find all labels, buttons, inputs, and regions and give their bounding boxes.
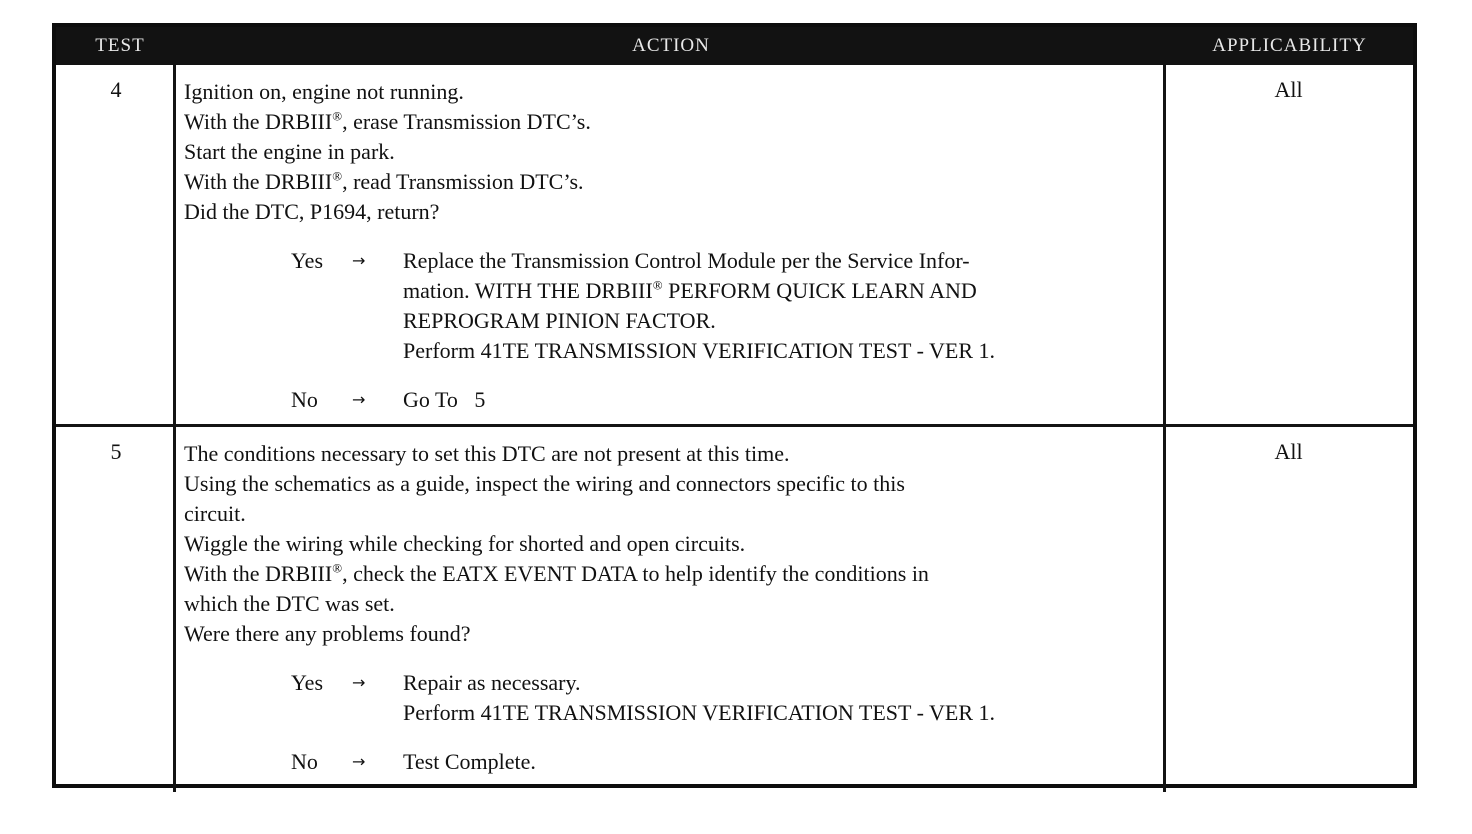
yes-line: Perform 41TE TRANSMISSION VERIFICATION TEST - VER 1. — [403, 700, 995, 725]
header-test: TEST — [95, 35, 145, 56]
column-divider — [173, 65, 176, 792]
right-arrow-icon: → — [352, 673, 366, 692]
registered-mark: ® — [652, 277, 663, 293]
registered-mark: ® — [332, 560, 343, 576]
yes-line: Repair as necessary. — [403, 670, 581, 695]
right-arrow-icon: → — [352, 251, 366, 270]
test-number: 5 — [110, 439, 122, 464]
action-step: circuit. — [184, 501, 246, 526]
registered-mark: ® — [332, 168, 343, 184]
action-step: With the DRBIII®, check the EATX EVENT DATA to help identify the conditions in — [184, 560, 929, 586]
no-instruction: Go To 5 — [403, 387, 486, 412]
action-step: Did the DTC, P1694, return? — [184, 199, 440, 224]
no-label: No — [291, 749, 318, 774]
right-arrow-icon: → — [352, 390, 366, 409]
header-applicability: APPLICABILITY — [1212, 35, 1367, 56]
header-action: ACTION — [632, 35, 710, 56]
action-cell — [184, 439, 1159, 777]
applicability-value: All — [1274, 77, 1303, 102]
column-divider — [1163, 65, 1166, 792]
yes-instructions — [403, 668, 1158, 728]
right-arrow-icon: → — [352, 752, 366, 771]
action-step: Were there any problems found? — [184, 621, 471, 646]
yes-line: Replace the Transmission Control Module per the Service Infor- — [403, 248, 970, 273]
no-response — [184, 747, 1159, 777]
yes-response — [184, 668, 1159, 728]
action-step: Using the schematics as a guide, inspect the wiring and connectors specific to this — [184, 471, 905, 496]
action-step: Wiggle the wiring while checking for shorted and open circuits. — [184, 531, 746, 556]
yes-label: Yes — [291, 248, 324, 273]
action-step: Ignition on, engine not running. — [184, 79, 464, 104]
table-header — [56, 27, 1413, 65]
yes-instructions — [403, 246, 1158, 366]
action-step: The conditions necessary to set this DTC are not present at this time. — [184, 441, 790, 466]
yes-line: mation. WITH THE DRBIII® PERFORM QUICK LEARN AND — [403, 277, 977, 303]
action-step: which the DTC was set. — [184, 591, 395, 616]
yes-response — [184, 246, 1159, 366]
registered-mark: ® — [332, 108, 343, 124]
yes-line: Perform 41TE TRANSMISSION VERIFICATION TEST - VER 1. — [403, 338, 995, 363]
diagnostic-table — [52, 23, 1417, 788]
action-step: Start the engine in park. — [184, 139, 395, 164]
action-step: With the DRBIII®, erase Transmission DTC’s. — [184, 108, 591, 134]
action-step: With the DRBIII®, read Transmission DTC’s. — [184, 168, 584, 194]
test-number: 4 — [110, 77, 122, 102]
yes-line: REPROGRAM PINION FACTOR. — [403, 308, 716, 333]
yes-label: Yes — [291, 670, 324, 695]
action-cell — [184, 77, 1159, 415]
no-instruction: Test Complete. — [403, 749, 536, 774]
no-response — [184, 385, 1159, 415]
applicability-value: All — [1274, 439, 1303, 464]
row-divider — [56, 424, 1413, 427]
no-label: No — [291, 387, 318, 412]
